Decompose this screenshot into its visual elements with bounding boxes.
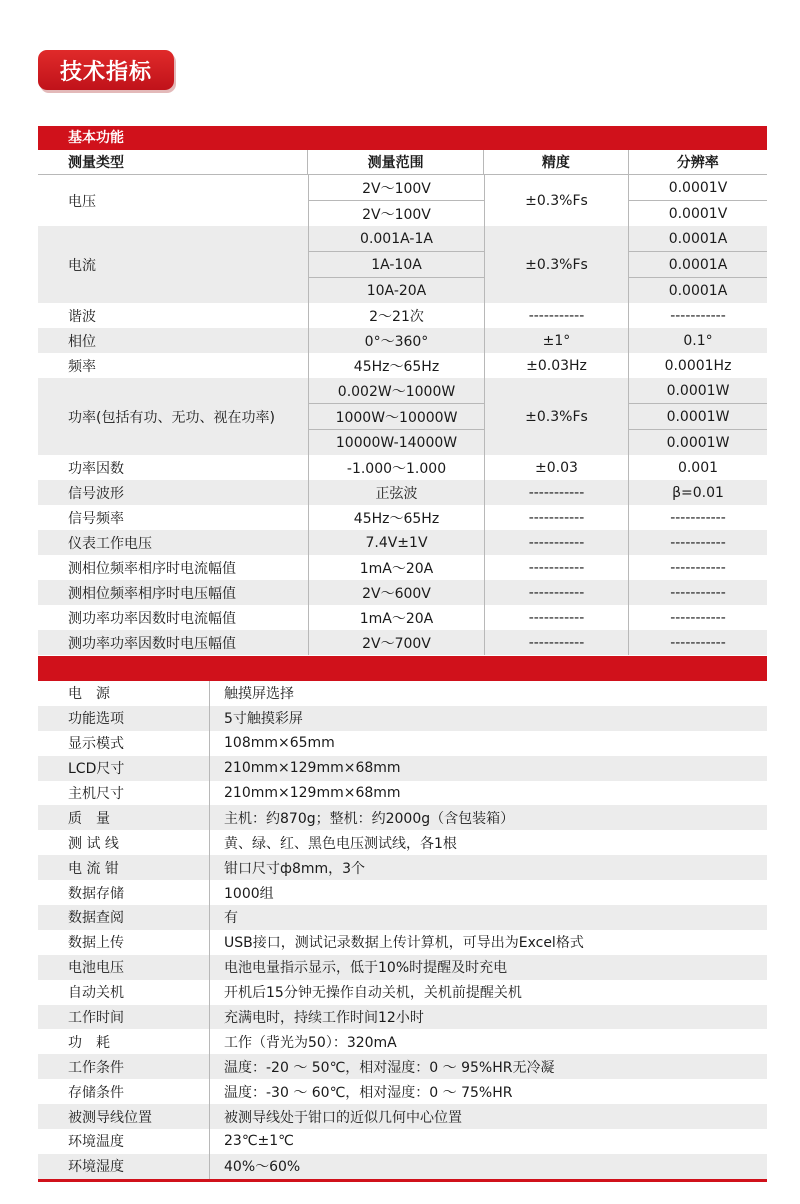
spec-value: USB接口，测试记录数据上传计算机，可导出为Excel格式 bbox=[209, 930, 767, 955]
page-title: 技术指标 bbox=[59, 59, 152, 85]
col-header-type: 测量类型 bbox=[68, 155, 124, 171]
spec-label: 自动关机 bbox=[68, 985, 124, 1002]
spec-table-body bbox=[38, 681, 767, 1179]
range-value: 2～21次 bbox=[369, 308, 424, 325]
accuracy-cell: ----------- bbox=[484, 605, 628, 630]
table-row bbox=[38, 930, 767, 955]
table-row bbox=[38, 756, 767, 781]
range-value: 2V～100V bbox=[362, 180, 431, 197]
spec-label: 质 量 bbox=[68, 810, 110, 827]
table-row bbox=[38, 378, 767, 455]
range-cell bbox=[308, 555, 484, 580]
resolution-cell bbox=[628, 226, 767, 303]
resolution-cell bbox=[628, 455, 767, 480]
table-row bbox=[38, 706, 767, 731]
measure-type-cell: 电压 bbox=[68, 193, 96, 210]
table-row bbox=[38, 480, 767, 505]
range-value: 正弦波 bbox=[375, 485, 418, 502]
spec-label: 显示模式 bbox=[68, 736, 124, 753]
resolution-cell bbox=[628, 530, 767, 555]
resolution-value: 0.0001A bbox=[629, 277, 767, 303]
table-row bbox=[38, 880, 767, 905]
range-cell bbox=[308, 605, 484, 630]
measure-type-cell: 相位 bbox=[68, 333, 96, 350]
resolution-cell bbox=[628, 378, 767, 455]
table-row bbox=[38, 1054, 767, 1079]
table-row bbox=[38, 175, 767, 226]
range-value: 1000W～10000W bbox=[309, 403, 484, 429]
range-cell bbox=[308, 505, 484, 530]
accuracy-cell: ±0.3%Fs bbox=[484, 378, 628, 455]
range-cell bbox=[308, 378, 484, 455]
spec-label: 工作时间 bbox=[68, 1010, 124, 1027]
spec-label: 功 耗 bbox=[68, 1034, 110, 1051]
range-value: 0.001A-1A bbox=[360, 230, 433, 247]
measure-type-cell: 电流 bbox=[68, 257, 96, 274]
resolution-cell bbox=[628, 580, 767, 605]
resolution-value: 0.0001W bbox=[666, 382, 730, 399]
page-title-badge bbox=[38, 50, 174, 90]
table-row bbox=[38, 830, 767, 855]
resolution-value: 0.0001V bbox=[629, 200, 767, 226]
table-row bbox=[38, 681, 767, 706]
range-cell bbox=[308, 175, 484, 226]
range-value: 0°～360° bbox=[364, 333, 429, 350]
resolution-cell bbox=[628, 328, 767, 353]
range-value: 10A-20A bbox=[309, 277, 484, 303]
spec-value: 23℃±1℃ bbox=[209, 1129, 767, 1154]
measure-type-cell: 信号波形 bbox=[68, 485, 124, 502]
table-row bbox=[38, 905, 767, 930]
resolution-value: ----------- bbox=[670, 634, 726, 651]
accuracy-cell: ----------- bbox=[484, 530, 628, 555]
table-row bbox=[38, 731, 767, 756]
function-table-body bbox=[38, 175, 767, 655]
table-row bbox=[38, 955, 767, 980]
range-value: 45Hz～65Hz bbox=[353, 510, 440, 527]
resolution-value: ----------- bbox=[670, 534, 726, 551]
col-header-accuracy: 精度 bbox=[483, 150, 627, 174]
resolution-value: ----------- bbox=[670, 559, 726, 576]
resolution-cell bbox=[628, 175, 767, 226]
table-header bbox=[38, 150, 767, 175]
table-row bbox=[38, 455, 767, 480]
range-cell bbox=[308, 630, 484, 655]
table-row bbox=[38, 630, 767, 655]
accuracy-cell: ±0.03Hz bbox=[484, 353, 628, 378]
range-value: 2V～700V bbox=[362, 635, 431, 652]
spec-label: 测 试 线 bbox=[68, 835, 119, 852]
table-row bbox=[38, 1129, 767, 1154]
resolution-cell bbox=[628, 353, 767, 378]
accuracy-cell: ±1° bbox=[484, 328, 628, 353]
spec-label: 被测导线位置 bbox=[68, 1109, 152, 1126]
table-row bbox=[38, 303, 767, 328]
spec-value: 温度：-20 ～ 50℃，相对湿度：0 ～ 95%HR无冷凝 bbox=[209, 1054, 767, 1079]
spec-value: 钳口尺寸ф8mm，3个 bbox=[209, 855, 767, 880]
resolution-cell bbox=[628, 605, 767, 630]
spec-label: 电 源 bbox=[68, 686, 110, 703]
spec-value: 5寸触摸彩屏 bbox=[209, 706, 767, 731]
spec-label: 电池电压 bbox=[68, 960, 124, 977]
resolution-value: ----------- bbox=[670, 609, 726, 626]
measure-type-cell: 功率(包括有功、无功、视在功率) bbox=[68, 409, 275, 426]
spec-value: 40%～60% bbox=[209, 1154, 767, 1179]
spec-value: 1000组 bbox=[209, 880, 767, 905]
spec-value: 有 bbox=[209, 905, 767, 930]
spec-label: 工作条件 bbox=[68, 1059, 124, 1076]
resolution-value: 0.0001A bbox=[668, 230, 728, 247]
bottom-rule bbox=[38, 1179, 767, 1182]
accuracy-cell: ±0.03 bbox=[484, 455, 628, 480]
spec-value: 210mm×129mm×68mm bbox=[209, 756, 767, 781]
resolution-value: 0.1° bbox=[683, 332, 713, 349]
resolution-value: 0.0001W bbox=[629, 403, 767, 429]
range-value: 2V～100V bbox=[309, 200, 484, 226]
accuracy-cell: ----------- bbox=[484, 480, 628, 505]
range-value: -1.000～1.000 bbox=[346, 460, 447, 477]
range-cell bbox=[308, 303, 484, 328]
table-row bbox=[38, 980, 767, 1005]
accuracy-cell: ----------- bbox=[484, 580, 628, 605]
table-row bbox=[38, 805, 767, 830]
spec-value: 触摸屏选择 bbox=[209, 681, 767, 706]
table-row bbox=[38, 580, 767, 605]
accuracy-cell: ----------- bbox=[484, 630, 628, 655]
resolution-value: ----------- bbox=[670, 307, 726, 324]
resolution-cell bbox=[628, 480, 767, 505]
spec-value: 工作（背光为50）：320mA bbox=[209, 1029, 767, 1054]
spec-label: 存储条件 bbox=[68, 1084, 124, 1101]
table-row bbox=[38, 555, 767, 580]
table-row bbox=[38, 605, 767, 630]
resolution-value: 0.0001Hz bbox=[664, 357, 732, 374]
col-header-range: 测量范围 bbox=[307, 150, 483, 174]
range-value: 45Hz～65Hz bbox=[353, 358, 440, 375]
table-row bbox=[38, 781, 767, 806]
measure-type-cell: 测功率功率因数时电压幅值 bbox=[68, 635, 236, 652]
range-value: 0.002W～1000W bbox=[337, 383, 456, 400]
measure-type-cell: 谐波 bbox=[68, 308, 96, 325]
resolution-value: 0.0001W bbox=[629, 429, 767, 455]
resolution-value: 0.001 bbox=[677, 459, 719, 476]
table-row bbox=[38, 226, 767, 303]
measure-type-cell: 信号频率 bbox=[68, 510, 124, 527]
range-cell bbox=[308, 580, 484, 605]
table-row bbox=[38, 1079, 767, 1104]
spec-value: 充满电时，持续工作时间12小时 bbox=[209, 1005, 767, 1030]
table-row bbox=[38, 1154, 767, 1179]
range-value: 1mA～20A bbox=[359, 560, 434, 577]
spec-value: 电池电量指示显示，低于10%时提醒及时充电 bbox=[209, 955, 767, 980]
resolution-value: 0.0001V bbox=[668, 179, 728, 196]
resolution-value: β=0.01 bbox=[672, 484, 724, 501]
table-row bbox=[38, 530, 767, 555]
measure-type-cell: 测功率功率因数时电流幅值 bbox=[68, 610, 236, 627]
measure-type-cell: 测相位频率相序时电流幅值 bbox=[68, 560, 236, 577]
table-row bbox=[38, 855, 767, 880]
spec-value: 黄、绿、红、黑色电压测试线，各1根 bbox=[209, 830, 767, 855]
spec-value: 被测导线处于钳口的近似几何中心位置 bbox=[209, 1104, 767, 1129]
spec-label: 数据查阅 bbox=[68, 910, 124, 927]
resolution-value: 0.0001A bbox=[629, 251, 767, 277]
table-row bbox=[38, 328, 767, 353]
table-row bbox=[38, 1104, 767, 1129]
accuracy-cell: ----------- bbox=[484, 555, 628, 580]
measure-type-cell: 仪表工作电压 bbox=[68, 535, 152, 552]
spec-label: 数据存储 bbox=[68, 885, 124, 902]
section-heading: 基本功能 bbox=[38, 126, 767, 150]
spec-label: 电 流 钳 bbox=[68, 860, 119, 877]
spec-value: 主机：约870g；整机：约2000g（含包装箱） bbox=[209, 805, 767, 830]
spec-label: 环境温度 bbox=[68, 1134, 124, 1151]
spec-label: 数据上传 bbox=[68, 935, 124, 952]
table-row bbox=[38, 1005, 767, 1030]
resolution-cell bbox=[628, 555, 767, 580]
spec-tables bbox=[38, 126, 767, 1182]
range-cell bbox=[308, 480, 484, 505]
resolution-cell bbox=[628, 505, 767, 530]
accuracy-cell: ----------- bbox=[484, 303, 628, 328]
section-divider-bar bbox=[38, 656, 767, 681]
range-value: 7.4V±1V bbox=[365, 534, 428, 551]
spec-label: 功能选项 bbox=[68, 711, 124, 728]
range-value: 1A-10A bbox=[309, 251, 484, 277]
spec-label: LCD尺寸 bbox=[68, 761, 125, 778]
spec-value: 开机后15分钟无操作自动关机，关机前提醒关机 bbox=[209, 980, 767, 1005]
spec-label: 主机尺寸 bbox=[68, 786, 124, 802]
spec-value: 温度：-30 ～ 60℃，相对湿度：0 ～ 75%HR bbox=[209, 1079, 767, 1104]
table-row bbox=[38, 505, 767, 530]
range-cell bbox=[308, 455, 484, 480]
col-header-resolution: 分辨率 bbox=[628, 150, 767, 174]
measure-type-cell: 频率 bbox=[68, 358, 96, 375]
range-cell bbox=[308, 328, 484, 353]
resolution-value: ----------- bbox=[670, 584, 726, 601]
spec-label: 环境湿度 bbox=[68, 1159, 124, 1176]
spec-value: 210mm×129mm×68mm bbox=[209, 781, 767, 806]
resolution-value: ----------- bbox=[670, 509, 726, 526]
accuracy-cell: ±0.3%Fs bbox=[484, 226, 628, 303]
range-cell bbox=[308, 353, 484, 378]
range-cell bbox=[308, 530, 484, 555]
range-value: 10000W-14000W bbox=[309, 429, 484, 455]
accuracy-cell: ----------- bbox=[484, 505, 628, 530]
resolution-cell bbox=[628, 630, 767, 655]
range-value: 2V～600V bbox=[362, 585, 431, 602]
measure-type-cell: 功率因数 bbox=[68, 460, 124, 477]
table-row bbox=[38, 353, 767, 378]
resolution-cell bbox=[628, 303, 767, 328]
spec-value: 108mm×65mm bbox=[209, 731, 767, 756]
range-value: 1mA～20A bbox=[359, 610, 434, 627]
table-row bbox=[38, 1029, 767, 1054]
range-cell bbox=[308, 226, 484, 303]
measure-type-cell: 测相位频率相序时电压幅值 bbox=[68, 585, 236, 602]
accuracy-cell: ±0.3%Fs bbox=[484, 175, 628, 226]
